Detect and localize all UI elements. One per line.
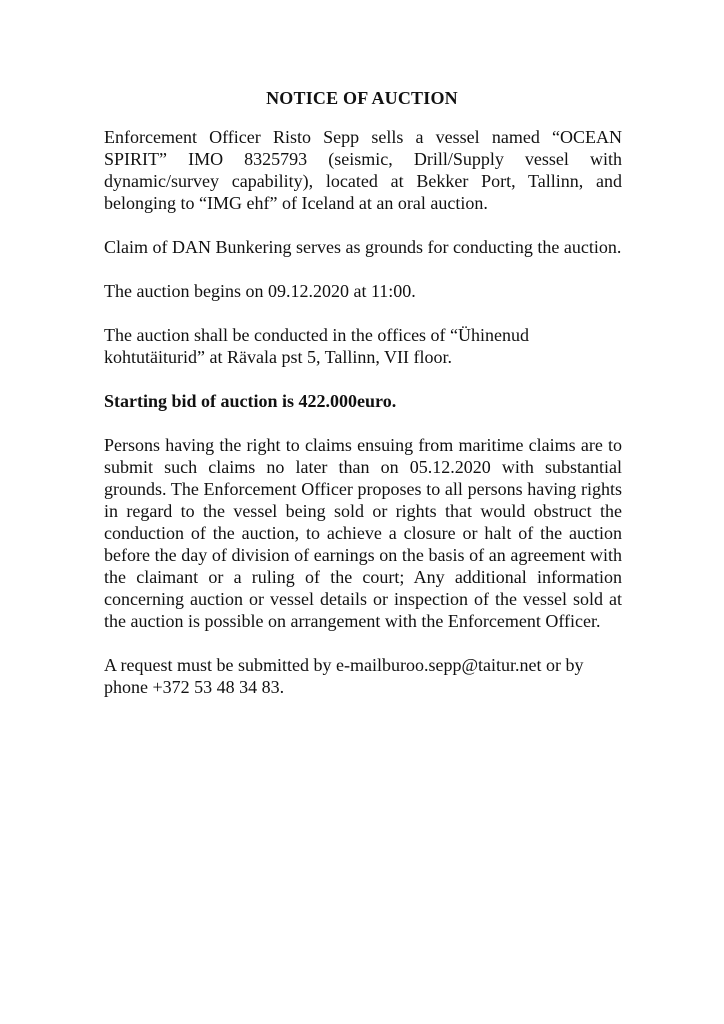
notice-body — [104, 126, 622, 720]
claim-grounds-paragraph: Claim of DAN Bunkering serves as grounds for conducting the auction. — [104, 237, 622, 257]
vessel-description-paragraph: Enforcement Officer Risto Sepp sells a vessel named “OCEAN SPIRIT” IMO 8325793 (seismic, Drill/Supply vessel with dynamic/survey capability), located at Bekker Port, Tallinn, and belonging to “IMG ehf” of Iceland at an oral auction. — [104, 127, 622, 213]
auction-location-paragraph: The auction shall be conducted in the offices of “Ühinenud kohtutäiturid” at Rävala pst 5, Tallinn, VII floor. — [104, 325, 530, 367]
notice-title: NOTICE OF AUCTION — [266, 88, 458, 108]
starting-bid-paragraph: Starting bid of auction is 422.000euro. — [104, 391, 397, 411]
auction-start-paragraph: The auction begins on 09.12.2020 at 11:00. — [104, 281, 416, 301]
claims-instructions-paragraph: Persons having the right to claims ensuing from maritime claims are to submit such claims no later than on 05.12.2020 with substantial grounds. The Enforcement Officer proposes to all persons having rights in regard to the vessel being sold or rights that would obstruct the conduction of the auction, to achieve a closure or halt of the auction before the day of division of earnings on the basis of an agreement with the claimant or a ruling of the court; Any additional information concerning auction or vessel details or inspection of the vessel sold at the auction is possible on arrangement with the Enforcement Officer. — [104, 435, 622, 631]
contact-paragraph: A request must be submitted by e-mailburoo.sepp@taitur.net or by phone +372 53 48 34 83. — [104, 655, 584, 697]
